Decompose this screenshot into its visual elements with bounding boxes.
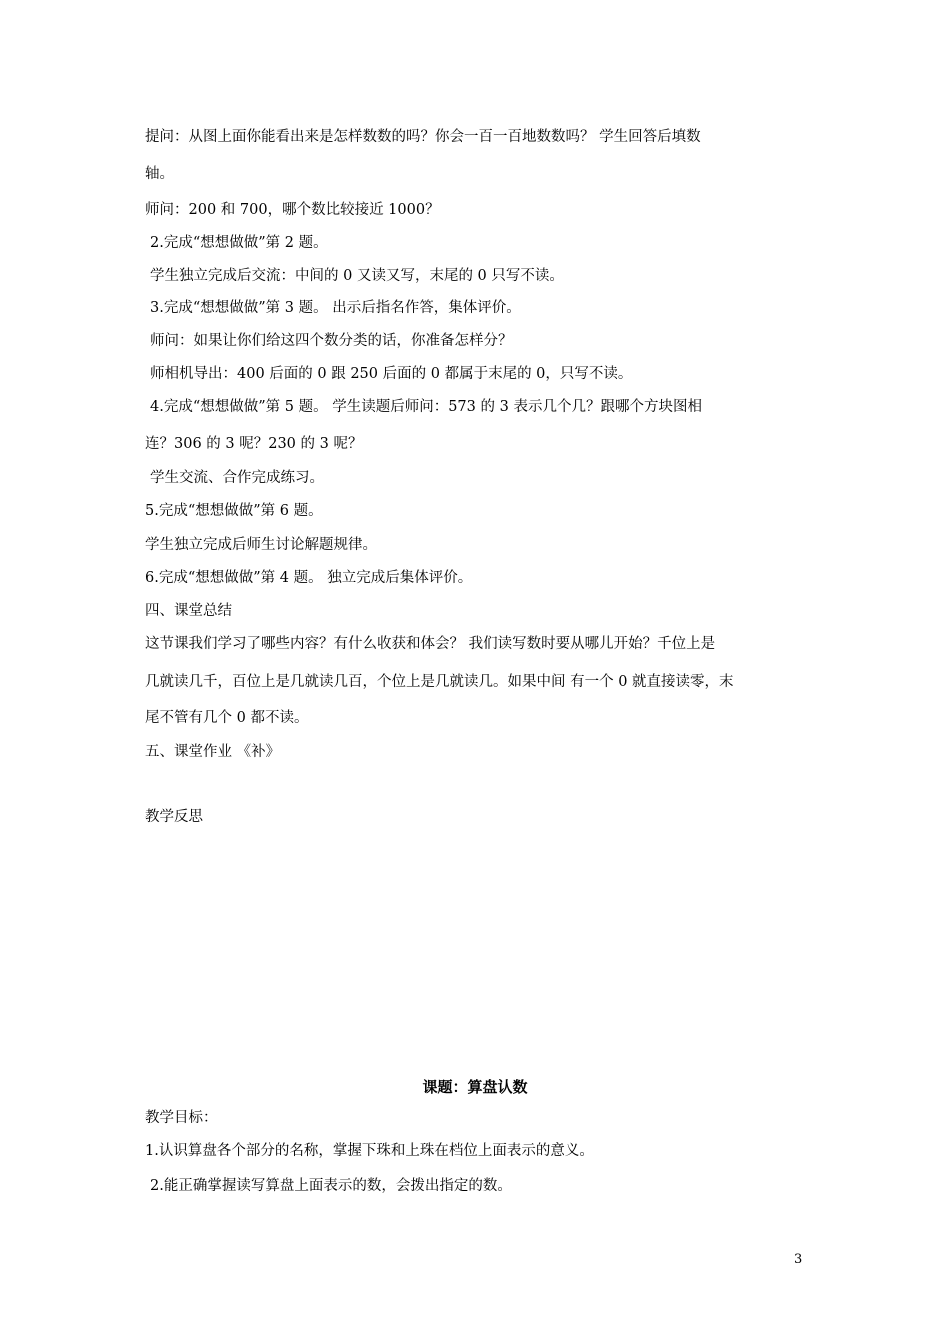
text-line: 3.完成“想想做做”第 3 题。 出示后指名作答，集体评价。 bbox=[150, 300, 521, 316]
section-heading: 教学反思 bbox=[145, 809, 203, 825]
objective-item: 2.能正确掌握读写算盘上面表示的数，会拨出指定的数。 bbox=[150, 1178, 512, 1194]
text-line: 轴。 bbox=[145, 166, 174, 182]
objective-item: 1.认识算盘各个部分的名称，掌握下珠和上珠在档位上面表示的意义。 bbox=[145, 1143, 594, 1159]
text-line: 学生独立完成后交流：中间的 0 又读又写，末尾的 0 只写不读。 bbox=[150, 268, 564, 284]
text-line: 几就读几千，百位上是几就读几百，个位上是几就读几。如果中间 有一个 0 就直接读零，末 bbox=[145, 674, 734, 690]
page-number: 3 bbox=[794, 1252, 803, 1267]
text-line: 提问：从图上面你能看出来是怎样数数的吗？你会一百一百地数数吗？ 学生回答后填数 bbox=[145, 129, 701, 145]
objectives-heading: 教学目标： bbox=[145, 1110, 218, 1126]
text-line: 连？306 的 3 呢？230 的 3 呢？ bbox=[145, 436, 363, 452]
text-line: 5.完成“想想做做”第 6 题。 bbox=[145, 503, 323, 519]
lesson-title: 课题：算盘认数 bbox=[422, 1078, 528, 1096]
text-line: 师问：200 和 700，哪个数比较接近 1000？ bbox=[145, 202, 440, 218]
text-line: 6.完成“想想做做”第 4 题。 独立完成后集体评价。 bbox=[145, 570, 473, 586]
text-line: 学生独立完成后师生讨论解题规律。 bbox=[145, 537, 377, 553]
text-line: 尾不管有几个 0 都不读。 bbox=[145, 710, 309, 726]
text-line: 这节课我们学习了哪些内容？有什么收获和体会？ 我们读写数时要从哪儿开始？千位上是 bbox=[145, 636, 716, 652]
section-heading: 五、课堂作业 《补》 bbox=[145, 744, 281, 760]
text-line: 2.完成“想想做做”第 2 题。 bbox=[150, 235, 328, 251]
section-heading: 四、课堂总结 bbox=[145, 603, 232, 619]
text-line: 学生交流、合作完成练习。 bbox=[150, 470, 324, 486]
text-line: 师相机导出：400 后面的 0 跟 250 后面的 0 都属于末尾的 0，只写不读。 bbox=[150, 366, 633, 382]
text-line: 4.完成“想想做做”第 5 题。 学生读题后师问：573 的 3 表示几个几？跟哪个方块图相 bbox=[150, 399, 702, 415]
text-line: 师问：如果让你们给这四个数分类的话，你准备怎样分？ bbox=[150, 333, 513, 349]
